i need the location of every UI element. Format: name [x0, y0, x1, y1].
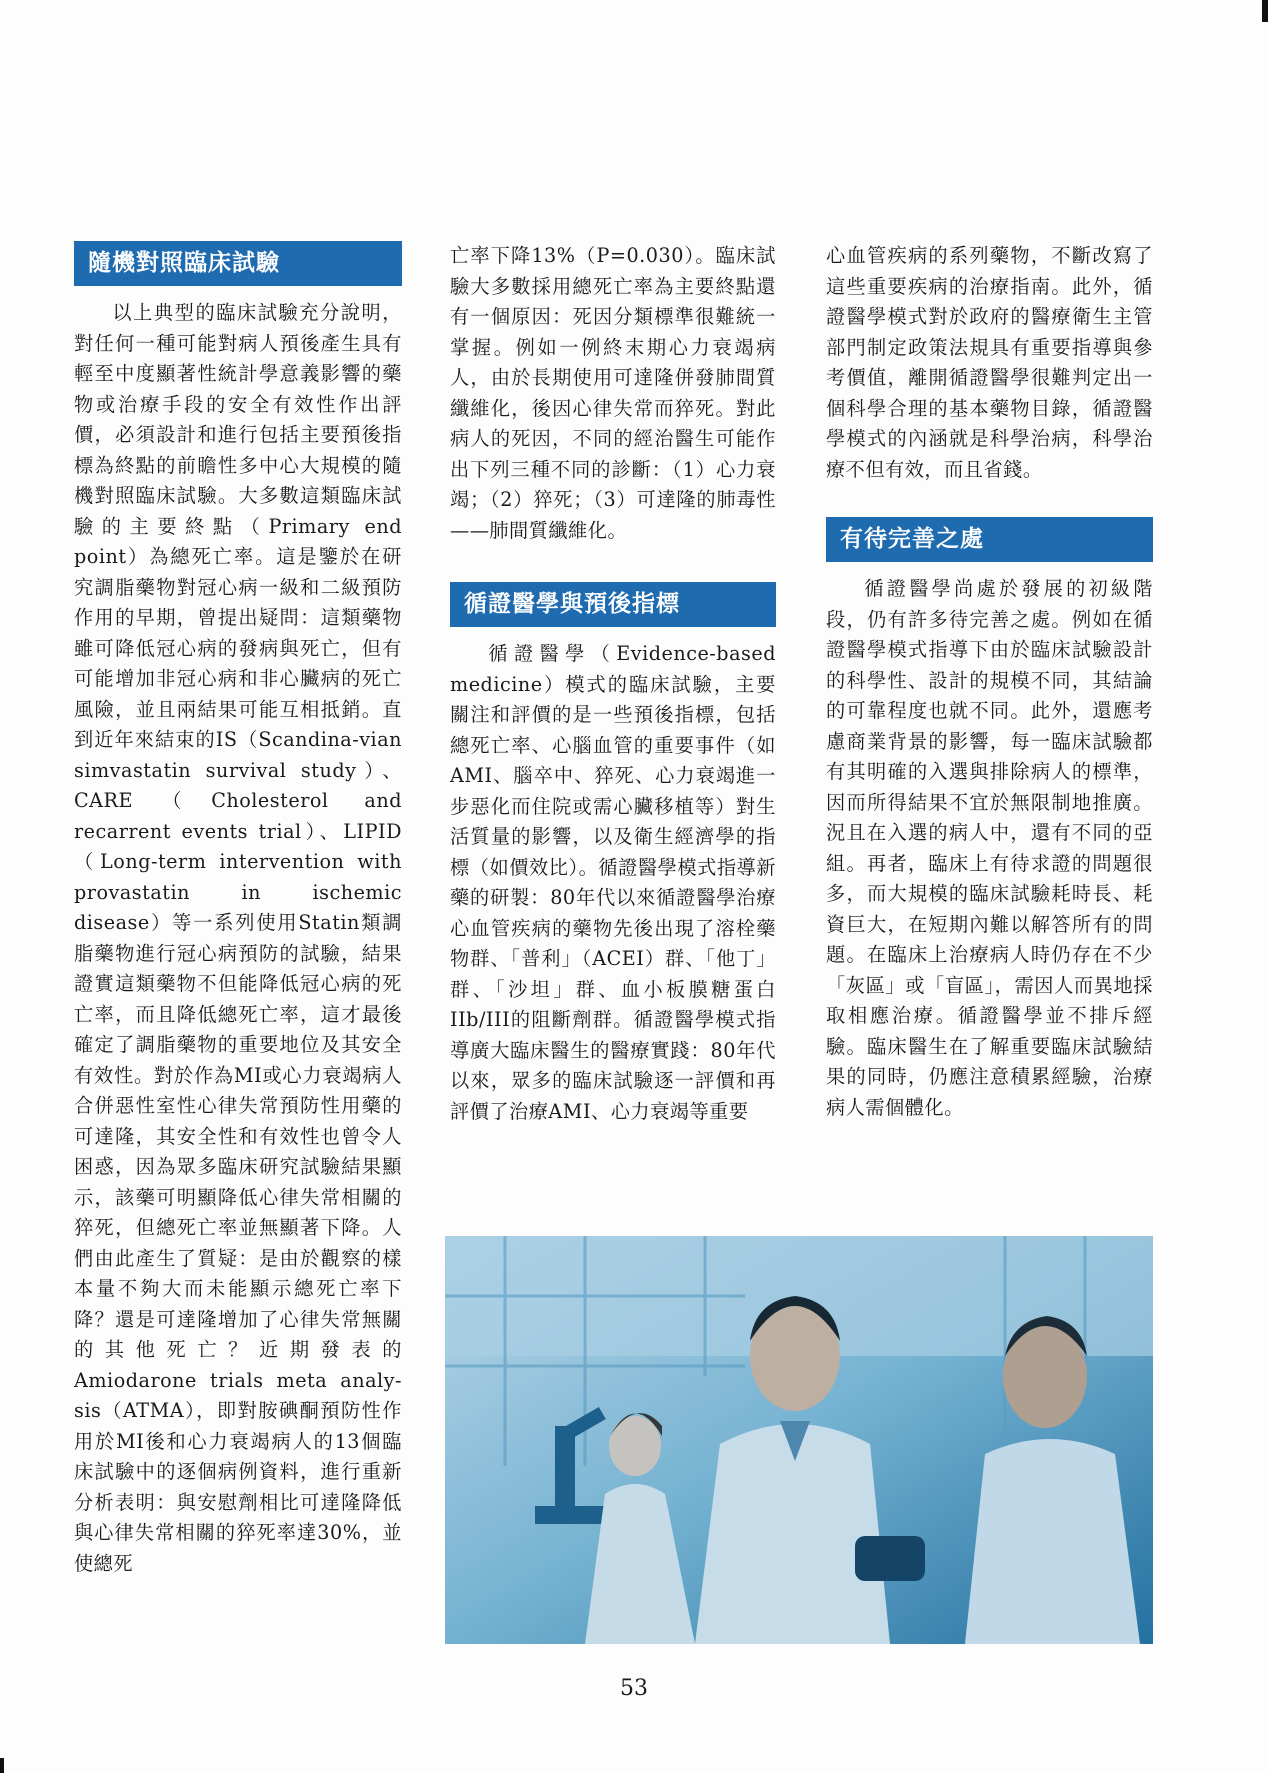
section-body-evidence-based-medicine-continued: 心血管疾病的系列藥物，不斷改寫了這些重要疾病的治療指南。此外，循證醫學模式對於政府的醫療衛生主管部門制定政策法規具有重要指導與參考價值，離開循證醫學很難判定出一個科學合理的基本藥物目錄，循證醫學模式的內涵就是科學治病，科學治療不但有效，而且省錢。	[826, 244, 1153, 481]
section-heading-randomized-trials: 隨機對照臨床試驗	[74, 241, 402, 286]
column-1	[74, 241, 402, 1579]
column-3	[826, 241, 1153, 1123]
section-body-randomized-trials-continued: 亡率下降13%（P=0.030）。臨床試驗大多數採用總死亡率為主要終點還有一個原因：死因分類標準很難統一掌握。例如一例終末期心力衰竭病人，由於長期使用可達隆併發肺間質纖維化，後因心律失常而猝死。對此病人的死因，不同的經治醫生可能作出下列三種不同的診斷：（1）心力衰竭；（2）猝死；（3）可達隆的肺毒性——肺間質纖維化。	[450, 244, 776, 542]
page-number: 53	[620, 1676, 648, 1701]
section-body-randomized-trials: 以上典型的臨床試驗充分說明，對任何一種可能對病人預後產生具有輕至中度顯著性統計學意義影響的藥物或治療手段的安全有效性作出評價，必須設計和進行包括主要預後指標為終點的前瞻性多中心大規模的隨機對照臨床試驗。大多數這類臨床試驗的主要終點（Primary end point）為總死亡率。這是鑒於在研究調脂藥物對冠心病一級和二級預防作用的早期，曾提出疑問：這類藥物雖可降低冠心病的發病與死亡，但有可能增加非冠心病和非心臟病的死亡風險，並且兩結果可能互相抵銷。直到近年來結束的IS（Scandina-vian simvastatin survival study）、CARE（Cholesterol and recarrent events trial）、LIPID（Long-term intervention with provastatin in ischemic disease）等一系列使用Statin類調脂藥物進行冠心病預防的試驗，結果證實這類藥物不但能降低冠心病的死亡率，而且降低總死亡率，這才最後確定了調脂藥物的重要地位及其安全有效性。對於作為MI或心力衰竭病人合併惡性室性心律失常預防性用藥的可達隆，其安全性和有效性也曾令人困惑，因為眾多臨床研究試驗結果顯示，該藥可明顯降低心律失常相關的猝死，但總死亡率並無顯著下降。人們由此產生了質疑：是由於觀察的樣本量不夠大而未能顯示總死亡率下降？還是可達隆增加了心律失常無關的其他死亡？近期發表的Amiodarone trials meta analy-sis（ATMA），即對胺碘酮預防性作用於MI後和心力衰竭病人的13個臨床試驗中的逐個病例資料，進行重新分析表明：與安慰劑相比可達隆降低與心律失常相關的猝死率達30%，並使總死	[74, 301, 402, 1575]
section-heading-room-for-improvement: 有待完善之處	[826, 517, 1153, 562]
corner-mark-bottom-left	[0, 1758, 4, 1773]
corner-mark-top-right	[1262, 0, 1268, 22]
photo-illustration	[445, 1236, 1153, 1644]
section-heading-evidence-based-medicine: 循證醫學與預後指標	[450, 582, 776, 627]
section-body-room-for-improvement: 循證醫學尚處於發展的初級階段，仍有許多待完善之處。例如在循證醫學模式指導下由於臨床試驗設計的科學性、設計的規模不同，其結論的可靠程度也就不同。此外，還應考慮商業背景的影響，每一臨床試驗都有其明確的入選與排除病人的標準，因而所得結果不宜於無限制地推廣。況且在入選的病人中，還有不同的亞組。再者，臨床上有待求證的問題很多，而大規模的臨床試驗耗時長、耗資巨大，在短期內難以解答所有的問題。在臨床上治療病人時仍存在不少「灰區」或「盲區」，需因人而異地採取相應治療。循證醫學並不排斥經驗。臨床醫生在了解重要臨床試驗結果的同時，仍應注意積累經驗，治療病人需個體化。	[826, 577, 1153, 1119]
photo-doctors-lab	[445, 1236, 1153, 1644]
column-2	[450, 241, 776, 1127]
section-body-evidence-based-medicine: 循證醫學（Evidence-based medicine）模式的臨床試驗，主要關注和評價的是一些預後指標，包括總死亡率、心腦血管的重要事件（如AMI、腦卒中、猝死、心力衰竭進一步惡化而住院或需心臟移植等）對生活質量的影響，以及衛生經濟學的指標（如價效比）。循證醫學模式指導新藥的研製：80年代以來循證醫學治療心血管疾病的藥物先後出現了溶栓藥物群、「普利」（ACEI）群、「他丁」群、「沙坦」群、血小板膜糖蛋白IIb/III的阻斷劑群。循證醫學模式指導廣大臨床醫生的醫療實踐：80年代以來，眾多的臨床試驗逐一評價和再評價了治療AMI、心力衰竭等重要	[450, 642, 776, 1123]
